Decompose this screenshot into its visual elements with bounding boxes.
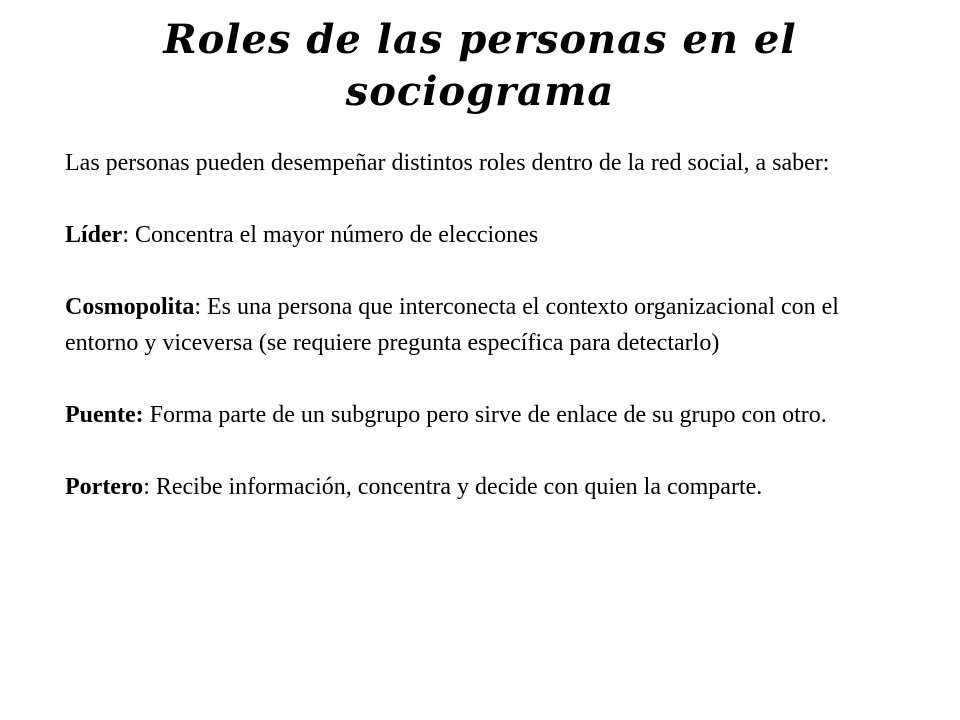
role-description: Es una persona que interconecta el contexto organizacional con el entorno y viceversa (se requiere pregunta específica para detectarlo) bbox=[65, 294, 839, 356]
intro-paragraph: Las personas pueden desempeñar distintos roles dentro de la red social, a saber: bbox=[65, 150, 830, 176]
role-puente bbox=[65, 397, 905, 433]
spacer bbox=[65, 361, 905, 397]
role-term: Líder bbox=[65, 222, 123, 248]
role-description: Concentra el mayor número de elecciones bbox=[135, 222, 539, 248]
role-term: Cosmopolita bbox=[65, 294, 195, 320]
spacer bbox=[65, 433, 905, 469]
role-term: Puente: bbox=[65, 402, 144, 428]
slide-body bbox=[65, 145, 905, 505]
role-separator: : bbox=[194, 294, 208, 320]
role-cosmopolita bbox=[65, 289, 905, 361]
role-separator: : bbox=[122, 222, 135, 248]
role-portero bbox=[65, 469, 905, 505]
role-description: Recibe información, concentra y decide con quien la comparte. bbox=[155, 474, 763, 500]
slide-title: Roles de las personas en el sociograma bbox=[163, 16, 797, 115]
role-description: Forma parte de un subgrupo pero sirve de enlace de su grupo con otro. bbox=[149, 402, 827, 428]
spacer bbox=[65, 181, 905, 217]
role-term: Portero bbox=[65, 474, 144, 500]
spacer bbox=[65, 253, 905, 289]
role-lider bbox=[65, 217, 905, 253]
role-separator: : bbox=[143, 474, 156, 500]
